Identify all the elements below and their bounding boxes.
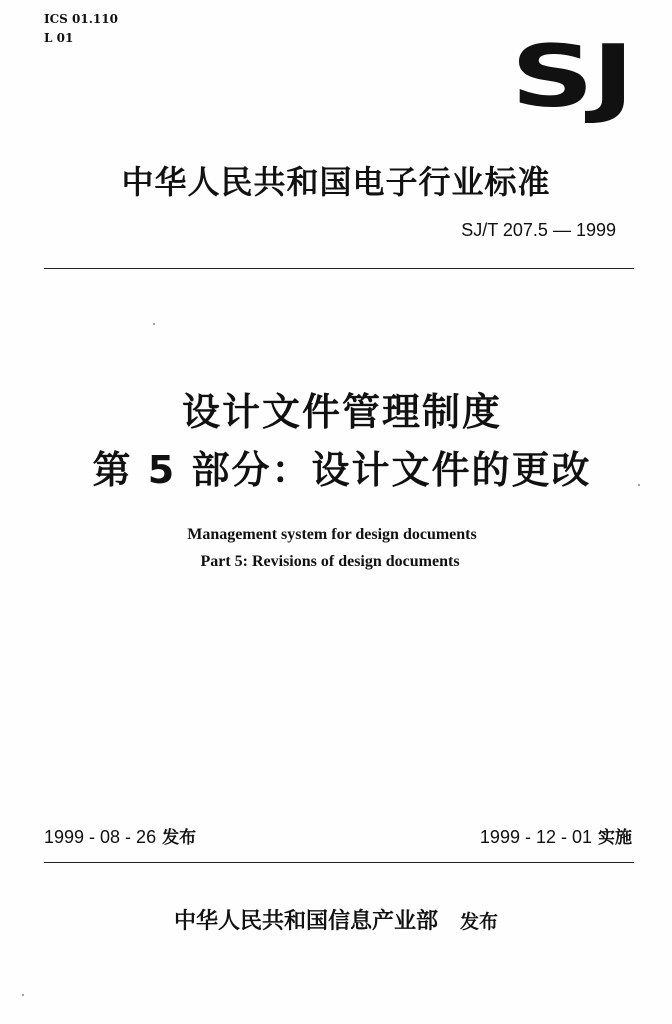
scan-speck <box>153 323 155 325</box>
issue-date <box>44 824 196 851</box>
title-en-line2: Part 5: Revisions of design documents <box>200 553 460 570</box>
ccs-code: L 01 <box>44 31 74 45</box>
ics-code: ICS 01.110 <box>44 12 118 26</box>
top-divider <box>44 268 634 269</box>
standard-number: SJ/T 207.5 — 1999 <box>461 220 616 240</box>
publisher-name: 中华人民共和国信息产业部 <box>173 909 438 934</box>
issue-date-label: 发布 <box>162 828 197 848</box>
scan-speck <box>638 484 640 486</box>
publisher-action: 发布 <box>460 911 499 933</box>
implementation-date-value: 1999 - 12 - 01 <box>479 827 592 847</box>
sj-logo: SJ <box>510 27 632 127</box>
publisher-line <box>0 906 672 938</box>
title-cn-line1: 设计文件管理制度 <box>181 390 502 434</box>
implementation-date-label: 实施 <box>598 828 632 848</box>
implementation-date <box>480 824 632 851</box>
industry-standard-heading: 中华人民共和国电子行业标准 <box>121 163 551 201</box>
title-cn-line2: 第 5 部分：设计文件的更改 <box>92 448 592 492</box>
title-en-line1: Management system for design documents <box>187 526 477 543</box>
issue-date-value: 1999 - 08 - 26 <box>44 827 157 847</box>
classification-codes <box>44 10 118 48</box>
bottom-divider <box>44 862 634 863</box>
scan-speck <box>22 994 24 996</box>
